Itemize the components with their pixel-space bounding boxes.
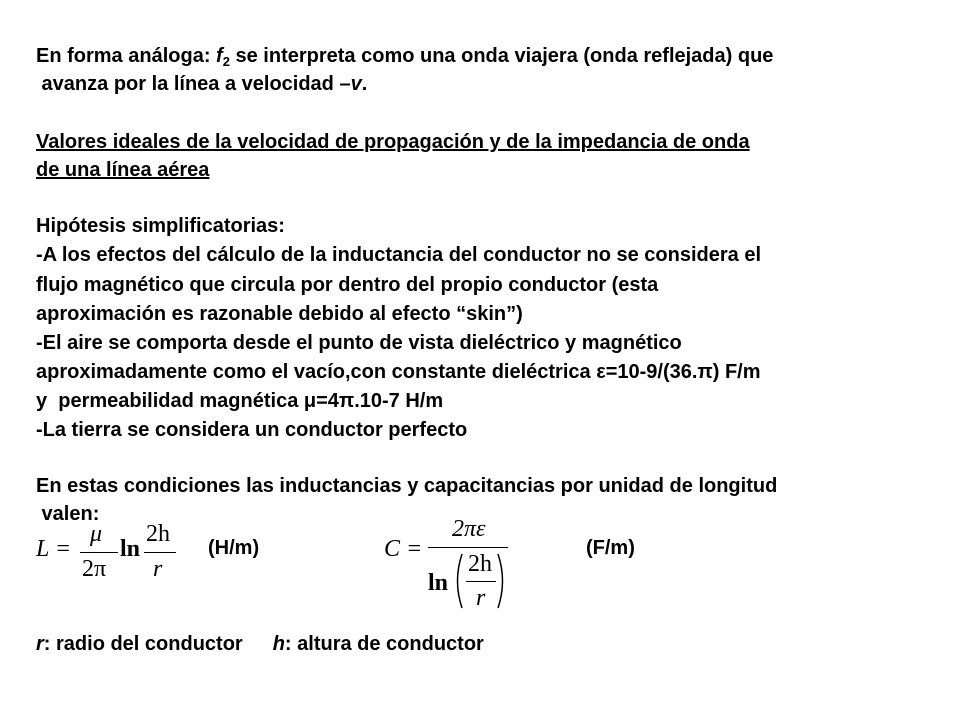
section-heading-line-2: de una línea aérea	[36, 159, 210, 181]
formula-C-unit: (F/m)	[586, 537, 635, 559]
variable-h: h	[272, 633, 285, 655]
hypothesis-line-7: -La tierra se considera un conductor perfecto	[36, 419, 468, 441]
paragraph-intro-line-1	[36, 44, 773, 74]
formula-C-arg-numerator: 2h	[468, 551, 492, 577]
formula-C-arg-denominator: r	[476, 585, 486, 611]
hypotheses-title: Hipótesis simplificatorias:	[36, 215, 285, 237]
hypothesis-line-6: y permeabilidad magnética μ=4π.10-7 H/m	[36, 390, 444, 412]
legend-h-text: : altura de conductor	[284, 633, 484, 655]
variable-f: f	[216, 45, 223, 67]
text-segment: .	[361, 73, 368, 95]
variables-legend	[36, 632, 484, 656]
formula-C-ln: ln	[428, 570, 449, 596]
hypothesis-line-3: aproximación es razonable debido al efecto “skin”)	[36, 303, 523, 325]
paragraph-intro-line-2	[36, 72, 367, 96]
formula-L-arg-numerator: 2h	[146, 521, 170, 547]
formula-L-lhs: L =	[36, 536, 72, 562]
hypothesis-line-2: flujo magnético que circula por dentro del propio conductor (esta	[36, 274, 659, 296]
subscript-2: 2	[222, 54, 230, 69]
text-segment: avanza por la línea a velocidad	[36, 73, 340, 95]
formula-L-unit: (H/m)	[208, 537, 260, 559]
formula-L-arg-fraction-bar	[144, 552, 176, 553]
text-segment: En forma análoga:	[36, 45, 217, 67]
formula-L-ln: ln	[120, 536, 141, 562]
formula-L-fraction-bar	[80, 552, 118, 553]
conditions-line-2: valen:	[36, 503, 100, 525]
conditions-line-1: En estas condiciones las inductancias y capacitancias por unidad de longitud	[36, 475, 778, 497]
variable-minus-v: –v	[339, 73, 362, 95]
section-heading-line-1: Valores ideales de la velocidad de propagación y de la impedancia de onda	[36, 131, 750, 153]
hypothesis-line-5: aproximadamente como el vacío,con constante dieléctrica ε=10-9/(36.π) F/m	[36, 361, 761, 383]
hypothesis-line-4: -El aire se comporta desde el punto de vista dieléctrico y magnético	[36, 332, 682, 354]
text-segment: se interpreta como una onda viajera (onda reflejada) que	[229, 45, 774, 67]
formula-C-left-paren	[452, 552, 464, 610]
formula-C-numerator: 2πε	[452, 516, 486, 542]
formula-L-arg-denominator: r	[153, 556, 163, 582]
legend-r-text: : radio del conductor	[43, 633, 243, 655]
formula-C-fraction-bar	[428, 547, 508, 548]
formula-C-right-paren	[496, 552, 508, 610]
hypothesis-line-1: -A los efectos del cálculo de la inductancia del conductor no se considera el	[36, 244, 761, 266]
formula-C-lhs: C =	[384, 536, 423, 562]
formula-L-numerator: μ	[90, 521, 103, 547]
formula-L-denominator: 2π	[82, 556, 107, 582]
variable-r: r	[36, 633, 44, 655]
formula-C-arg-fraction-bar	[466, 581, 496, 582]
